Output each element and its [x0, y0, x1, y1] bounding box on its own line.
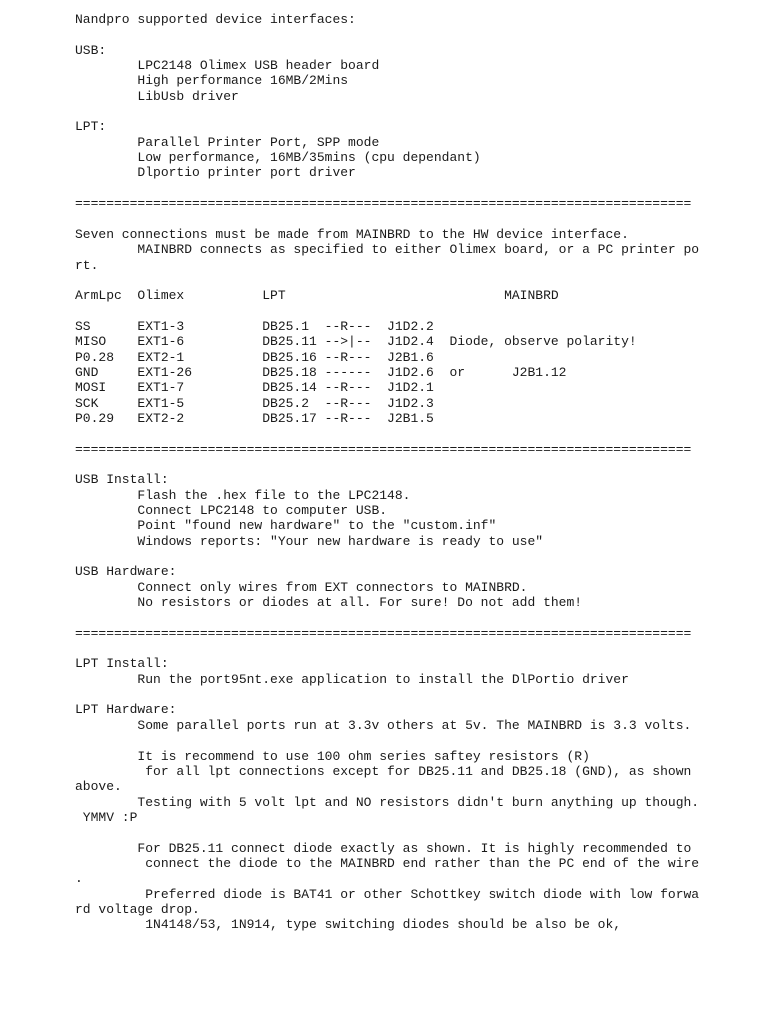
text-line: Some parallel ports run at 3.3v others at 5v. The MAINBRD is 3.3 volts. [75, 717, 692, 733]
text-line: ArmLpc Olimex LPT MAINBRD [75, 288, 559, 304]
text-line: connect the diode to the MAINBRD end rather than the PC end of the wire [75, 855, 700, 871]
text-line: Dlportio printer port driver [75, 165, 356, 181]
text-line: Point "found new hardware" to the "custom.inf" [75, 518, 497, 534]
text-line: Connect only wires from EXT connectors to MAINBRD. [75, 579, 528, 595]
text-line: Seven connections must be made from MAINBRD to the HW device interface. [75, 226, 629, 242]
text-line: It is recommend to use 100 ohm series saftey resistors (R) [75, 748, 590, 764]
text-line: LibUsb driver [75, 88, 239, 104]
text-line: Parallel Printer Port, SPP mode [75, 134, 380, 150]
text-line: Flash the .hex file to the LPC2148. [75, 487, 411, 503]
text-line: =============================================================================== [75, 196, 692, 212]
text-line: No resistors or diodes at all. For sure! Do not add them! [75, 595, 583, 611]
blank-line [75, 549, 699, 564]
blank-line [75, 104, 699, 119]
text-line: Windows reports: "Your new hardware is ready to use" [75, 533, 544, 549]
blank-line [75, 211, 699, 226]
text-line: LPT: [75, 119, 107, 135]
blank-line [75, 610, 699, 625]
text-line: USB Install: [75, 472, 169, 488]
text-line: For DB25.11 connect diode exactly as shown. It is highly recommended to [75, 840, 692, 856]
blank-line [75, 733, 699, 748]
text-line: =============================================================================== [75, 441, 692, 457]
blank-line [75, 825, 699, 840]
text-line: USB: [75, 42, 107, 58]
text-line: 1N4148/53, 1N914, type switching diodes should be also be ok, [75, 917, 622, 933]
text-line: Run the port95nt.exe application to install the DlPortio driver [75, 671, 629, 687]
blank-line [75, 426, 699, 441]
text-line: YMMV :P [75, 809, 138, 825]
text-line: Connect LPC2148 to computer USB. [75, 503, 388, 518]
text-line: High performance 16MB/2Mins [75, 73, 349, 89]
text-line: GND EXT1-26 DB25.18 ------ J1D2.6 or J2B1.12 [75, 364, 567, 380]
text-line: USB Hardware: [75, 564, 177, 580]
text-line: LPC2148 Olimex USB header board [75, 58, 380, 74]
text-line: SS EXT1-3 DB25.1 --R--- J1D2.2 [75, 318, 434, 334]
text-line: LPT Hardware: [75, 702, 177, 718]
text-line: P0.28 EXT2-1 DB25.16 --R--- J2B1.6 [75, 349, 434, 365]
text-line: above. [75, 779, 122, 795]
text-line: MOSI EXT1-7 DB25.14 --R--- J1D2.1 [75, 380, 434, 396]
document-text [75, 12, 699, 933]
text-line: for all lpt connections except for DB25.11 and DB25.18 (GND), as shown [75, 763, 692, 779]
text-line: MAINBRD connects as specified to either Olimex board, or a PC printer po [75, 242, 700, 258]
blank-line [75, 181, 699, 196]
blank-line [75, 273, 699, 288]
text-line: Nandpro supported device interfaces: [75, 12, 356, 27]
text-line: Low performance, 16MB/35mins (cpu dependant) [75, 150, 481, 166]
text-line: SCK EXT1-5 DB25.2 --R--- J1D2.3 [75, 395, 434, 411]
blank-line [75, 304, 699, 319]
text-line: rd voltage drop. [75, 901, 200, 917]
blank-line [75, 687, 699, 702]
text-line: rt. [75, 257, 99, 273]
text-line: Preferred diode is BAT41 or other Schottkey switch diode with low forwa [75, 886, 700, 902]
text-line: MISO EXT1-6 DB25.11 -->|-- J1D2.4 Diode, observe polarity! [75, 334, 637, 350]
text-line: . [75, 871, 83, 887]
blank-line [75, 641, 699, 656]
text-line: Testing with 5 volt lpt and NO resistors didn't burn anything up though. [75, 794, 700, 810]
text-line: LPT Install: [75, 656, 169, 672]
text-line: P0.29 EXT2-2 DB25.17 --R--- J2B1.5 [75, 410, 434, 426]
text-line: =============================================================================== [75, 625, 692, 641]
blank-line [75, 27, 699, 42]
blank-line [75, 457, 699, 472]
